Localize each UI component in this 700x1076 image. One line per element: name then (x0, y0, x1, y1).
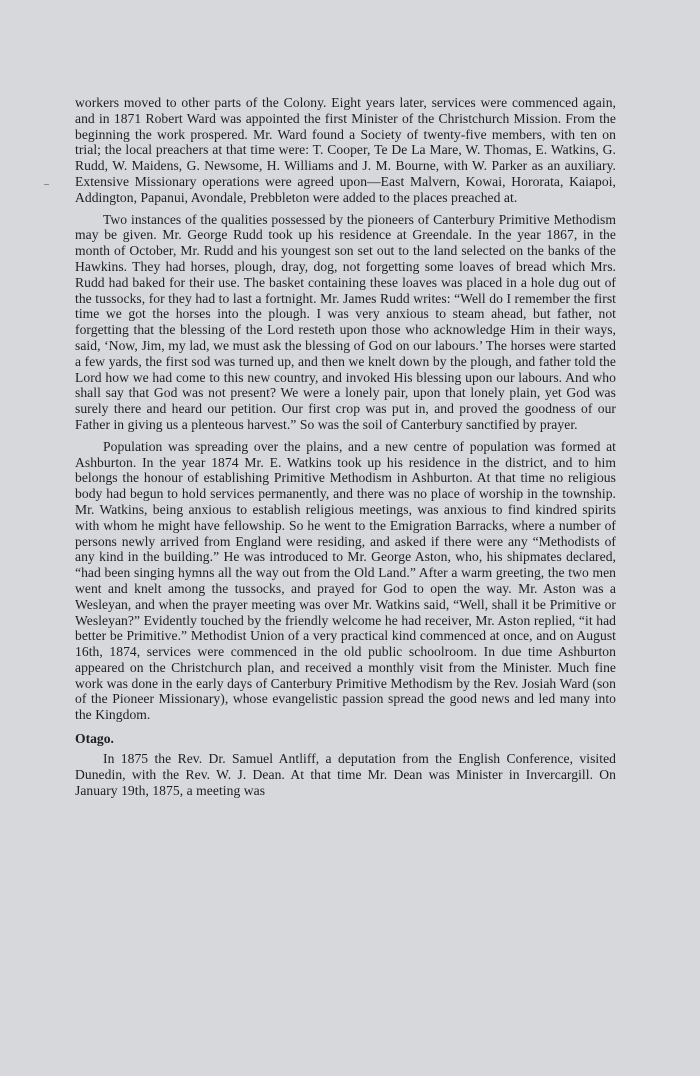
paragraph-rudd-greendale: Two instances of the qualities possessed by the pioneers of Canterbury Primitive Methodism may be given. Mr. George Rudd took up his residence at Greendale. In the year 1867, in the month of October, Mr. Rudd and his youngest son set out to the land selected on the banks of the Hawkins. They had horses, plough, dray, dog, not forgetting some loaves of bread which Mrs. Rudd had baked for their use. The basket containing these loaves was placed in a hole dug out of the tussocks, for they had to last a fortnight. Mr. James Rudd writes: “Well do I remember the first time we got the horses into the plough. I was very anxious to steam ahead, but father, not forgetting that the blessing of the Lord resteth upon those who acknowledge Him in their ways, said, ‘Now, Jim, my lad, we must ask the blessing of God on our labours.’ The horses were started a few yards, the first sod was turned up, and then we knelt down by the plough, and father told the Lord how we had come to this new country, and invoked His blessing upon our labours. And who shall say that God was not present? We were a lonely pair, upon that lonely plain, yet God was surely there and heard our petition. Our first crop was put in, and proved the goodness of our Father in giving us a plenteous harvest.” So was the soil of Canterbury sanctified by prayer. (75, 211, 616, 432)
margin-mark (44, 184, 49, 185)
section-heading-otago: Otago. (75, 731, 114, 747)
page-body (75, 95, 616, 804)
paragraph-christchurch-mission: workers moved to other parts of the Colony. Eight years later, services were commenced again, and in 1871 Robert Ward was appointed the first Minister of the Christchurch Mission. From the beginning the work prospered. Mr. Ward found a Society of twenty-five members, with ten on trial; the local preachers at that time were: T. Cooper, Te De La Mare, W. Thomas, E. Watkins, G. Rudd, W. Maidens, G. Newsome, H. Williams and J. M. Bourne, with W. Parker as an auxiliary. Extensive Missionary operations were agreed upon—East Malvern, Kowai, Hororata, Kaiapoi, Addington, Papanui, Avondale, Prebbleton were added to the places preached at. (75, 95, 616, 205)
paragraph-ashburton: Population was spreading over the plains, and a new centre of population was formed at Ashburton. In the year 1874 Mr. E. Watkins took up his residence in the district, and to him belongs the honour of establishing Primitive Methodism in Ashburton. At that time no religious body had begun to hold services permanently, and there was no place of worship in the township. Mr. Watkins, being anxious to establish religious meetings, was anxious to find kindred spirits with whom he might have fellowship. So he went to the Emigration Barracks, where a number of persons newly arrived from England were residing, and asked if there were any “Methodists of any kind in the building.” He was introduced to Mr. George Aston, who, his shipmates declared, “had been singing hymns all the way out from the Old Land.” After a warm greeting, the two men went and knelt among the tussocks, and prayed for God to open the way. Mr. Aston was a Wesleyan, and when the prayer meeting was over Mr. Watkins said, “Well, shall it be Primitive or Wesleyan?” Evidently touched by the friendly welcome he had receiver, Mr. Aston replied, “it had better be Primitive.” Methodist Union of a very practical kind commenced at once, and on August 16th, 1874, services were commenced in the old public schoolroom. In due time Ashburton appeared on the Christchurch plan, and received a monthly visit from the Minister. Much fine work was done in the early days of Canterbury Primitive Methodism by the Rev. Josiah Ward (son of the Pioneer Missionary), whose evangelistic passion spread the good news and led many into the Kingdom. (75, 438, 616, 723)
paragraph-otago: In 1875 the Rev. Dr. Samuel Antliff, a deputation from the English Conference, visited Dunedin, with the Rev. W. J. Dean. At that time Mr. Dean was Minister in Invercargill. On January 19th, 1875, a meeting was (75, 751, 616, 798)
